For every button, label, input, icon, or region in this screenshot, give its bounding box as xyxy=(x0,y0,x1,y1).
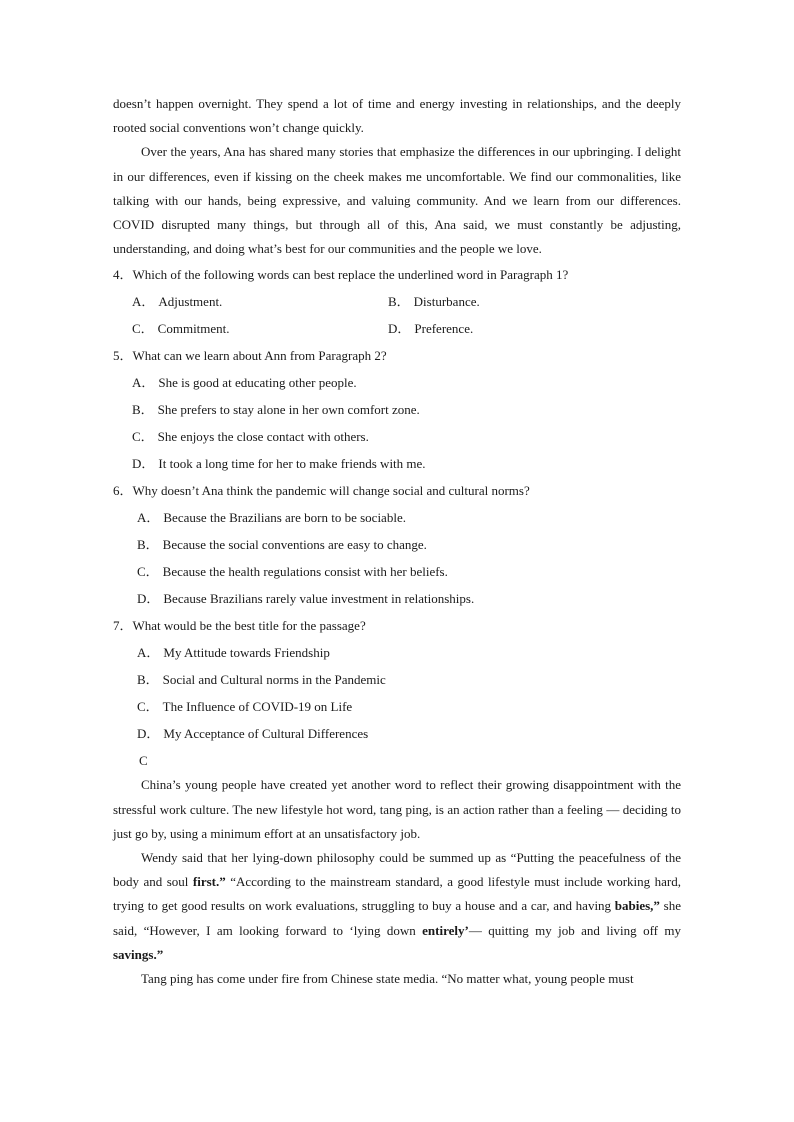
passage-b-paragraph-1-tail: doesn’t happen overnight. They spend a lot of time and energy investing in relationships, and the deeply rooted social conventions won’t change quickly. xyxy=(113,96,681,136)
option-letter: C． xyxy=(132,321,154,337)
option-letter: A． xyxy=(137,510,160,526)
option-a xyxy=(132,369,357,396)
passage-c-paragraph-1: China’s young people have created yet another word to reflect their growing disappointment with the stressful work culture. The new lifestyle hot word, tang ping, is an action rather than a feeling — deciding to just go by, using a minimum effort at an unsatisfactory job. xyxy=(113,777,681,841)
bold-word: savings.” xyxy=(113,946,164,962)
option-text: Commitment. xyxy=(157,321,230,337)
option-d xyxy=(132,450,426,477)
question-stem xyxy=(113,477,681,504)
passage-section-letter: C xyxy=(139,753,148,769)
option-row xyxy=(113,315,681,342)
passage-c-paragraph-2 xyxy=(113,846,681,967)
option-row xyxy=(113,288,681,315)
option-row xyxy=(113,423,681,450)
option-d xyxy=(137,720,368,747)
option-row xyxy=(113,450,681,477)
option-c xyxy=(137,558,448,585)
option-c xyxy=(132,423,369,450)
option-text: Because Brazilians rarely value investment in relationships. xyxy=(163,591,475,607)
option-letter: A． xyxy=(132,375,155,391)
document-page xyxy=(113,92,681,991)
option-row xyxy=(113,369,681,396)
question-text: Why doesn’t Ana think the pandemic will change social and cultural norms? xyxy=(132,483,530,499)
question-stem xyxy=(113,342,681,369)
option-a xyxy=(132,288,222,315)
option-letter: D． xyxy=(388,321,411,337)
text-run: — quitting my job and living off my xyxy=(468,922,682,938)
passage-c-paragraph-3-start: Tang ping has come under fire from Chinese state media. “No matter what, young people must xyxy=(141,971,634,987)
option-letter: C． xyxy=(132,429,154,445)
option-letter: A． xyxy=(137,645,160,661)
option-row xyxy=(113,720,681,747)
option-text: Social and Cultural norms in the Pandemic xyxy=(162,672,386,688)
option-letter: B． xyxy=(137,672,159,688)
question-5 xyxy=(113,342,681,477)
option-letter: B． xyxy=(137,537,159,553)
option-row xyxy=(113,531,681,558)
option-letter: D． xyxy=(137,726,160,742)
option-c xyxy=(132,315,230,342)
bold-word: first.” xyxy=(192,874,226,890)
question-text: What would be the best title for the passage? xyxy=(132,618,366,634)
bold-word: entirely’ xyxy=(422,922,469,938)
option-row xyxy=(113,504,681,531)
question-6 xyxy=(113,477,681,612)
question-text: What can we learn about Ann from Paragraph 2? xyxy=(132,348,387,364)
option-text: My Attitude towards Friendship xyxy=(163,645,330,661)
option-row xyxy=(113,639,681,666)
option-row xyxy=(113,585,681,612)
option-a xyxy=(137,504,406,531)
option-c xyxy=(137,693,352,720)
option-text: The Influence of COVID-19 on Life xyxy=(162,699,353,715)
question-text: Which of the following words can best replace the underlined word in Paragraph 1? xyxy=(132,267,569,283)
option-text: She is good at educating other people. xyxy=(158,375,357,391)
question-number: 4． xyxy=(113,267,133,283)
text-run: she said, “However, I am looking forward to ‘lying down xyxy=(113,898,681,938)
option-letter: D． xyxy=(137,591,160,607)
option-letter: A． xyxy=(132,294,155,310)
option-b xyxy=(137,531,427,558)
question-stem xyxy=(113,261,681,288)
option-text: Disturbance. xyxy=(413,294,480,310)
option-text: Because the social conventions are easy to change. xyxy=(162,537,427,553)
option-row xyxy=(113,693,681,720)
option-text: Preference. xyxy=(414,321,474,337)
option-text: Adjustment. xyxy=(158,294,223,310)
option-b xyxy=(388,288,480,315)
question-4 xyxy=(113,261,681,342)
option-text: My Acceptance of Cultural Differences xyxy=(163,726,369,742)
option-text: Because the health regulations consist with her beliefs. xyxy=(162,564,448,580)
option-b xyxy=(137,666,386,693)
question-number: 6． xyxy=(113,483,133,499)
option-text: It took a long time for her to make friends with me. xyxy=(158,456,426,472)
text-run: Wendy said that her lying-down philosophy could be summed up as “Putting the peacefulness of the body and soul xyxy=(113,850,681,890)
text-run: “According to the mainstream standard, a good lifestyle must include working hard, trying to get good results on work evaluations, struggling to buy a house and a car, and having xyxy=(113,874,681,914)
option-letter: C． xyxy=(137,699,159,715)
question-stem xyxy=(113,612,681,639)
option-letter: D． xyxy=(132,456,155,472)
option-d xyxy=(137,585,474,612)
option-row xyxy=(113,396,681,423)
option-a xyxy=(137,639,330,666)
option-b xyxy=(132,396,420,423)
option-row xyxy=(113,666,681,693)
option-row xyxy=(113,558,681,585)
question-number: 7． xyxy=(113,618,133,634)
option-text: Because the Brazilians are born to be sociable. xyxy=(163,510,406,526)
option-d xyxy=(388,315,473,342)
question-7 xyxy=(113,612,681,747)
option-letter: B． xyxy=(132,402,154,418)
option-letter: C． xyxy=(137,564,159,580)
bold-word: babies,” xyxy=(614,898,660,914)
option-text: She enjoys the close contact with others. xyxy=(157,429,369,445)
option-letter: B． xyxy=(388,294,410,310)
option-text: She prefers to stay alone in her own comfort zone. xyxy=(157,402,420,418)
question-number: 5． xyxy=(113,348,133,364)
passage-b-paragraph-2: Over the years, Ana has shared many stories that emphasize the differences in our upbringing. I delight in our differences, even if kissing on the cheek makes me uncomfortable. We find our commonalities, like talking with our hands, being expressive, and valuing community. And we learn from our differences. COVID disrupted many things, but through all of this, Ana said, we must constantly be adjusting, understanding, and doing what’s best for our communities and the people we love. xyxy=(113,144,681,257)
